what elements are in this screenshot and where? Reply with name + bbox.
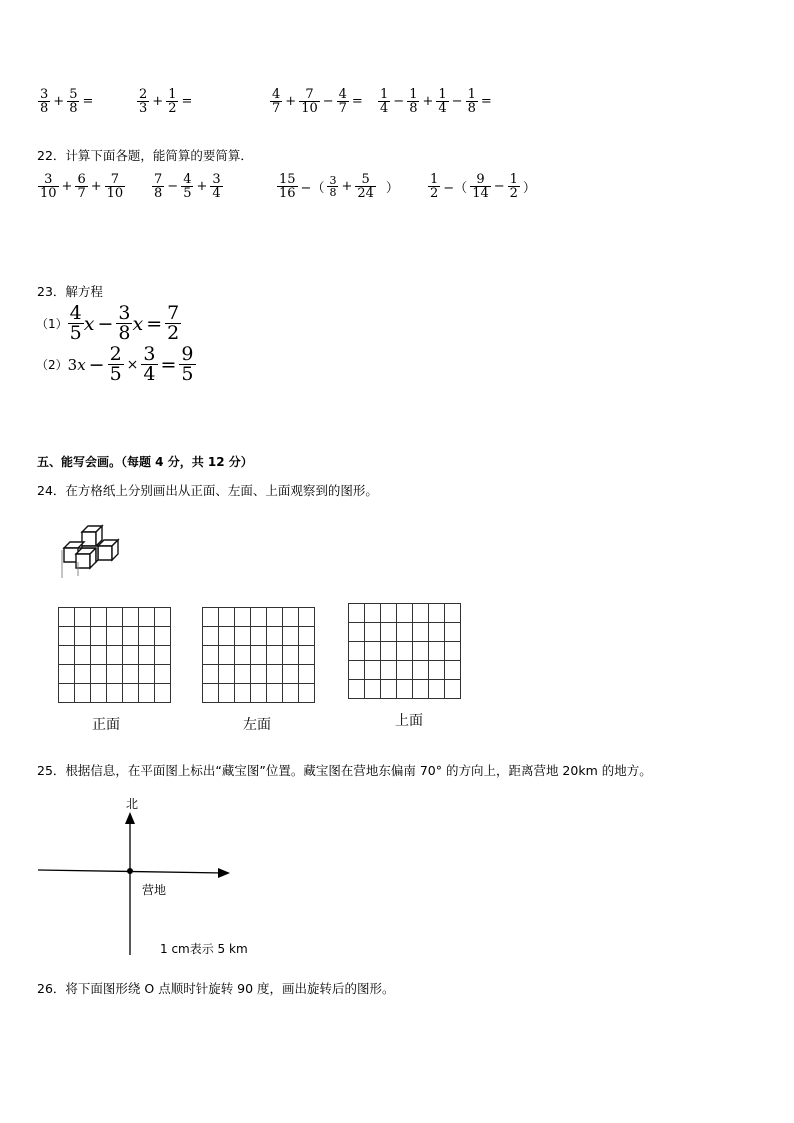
fraction: $\frac{15}{16}$	[279, 172, 296, 201]
fraction: $\frac{1}{2}$	[168, 87, 177, 116]
q22-expr-2: $\frac{7}{8}$ − $\frac{4}{5}$ + $\frac{3}{4}$	[154, 172, 221, 201]
north-label: 北	[126, 797, 139, 811]
fraction: $\frac{1}{4}$	[438, 87, 447, 116]
fraction: $\frac{4}{5}$	[69, 302, 82, 344]
label-top: 上面	[395, 713, 423, 729]
fraction: $\frac{1}{8}$	[467, 87, 476, 116]
top-expr-4: $\frac{1}{4}$ − $\frac{1}{8}$ + $\frac{1}{4}$ − $\frac{1}{8}$ =	[380, 87, 492, 116]
fraction: $\frac{7}{10}$	[106, 172, 124, 201]
section-5-title: 五、能写会画。（每题 4 分，共 12 分）	[37, 455, 253, 469]
fraction: $\frac{2}{3}$	[139, 87, 148, 116]
fraction: $\frac{3}{4}$	[212, 172, 221, 201]
fraction: $\frac{2}{5}$	[109, 343, 122, 385]
top-expr-2: $\frac{2}{3}$ + $\frac{1}{2}$ =	[139, 87, 193, 116]
fraction: $\frac{3}{8}$	[329, 174, 337, 199]
east-arrow-icon	[218, 868, 230, 878]
fraction: $\frac{3}{4}$	[143, 343, 156, 385]
grid-left[interactable]	[202, 607, 315, 703]
camp-label: 营地	[142, 883, 167, 897]
fraction: $\frac{9}{5}$	[181, 343, 194, 385]
fraction: $\frac{1}{2}$	[509, 172, 518, 201]
fraction: $\frac{5}{24}$	[357, 172, 374, 201]
label-left: 左面	[243, 717, 271, 733]
q23-equation-2: （2） 3 x − $\frac{2}{5}$ × $\frac{3}{4}$ = $\frac{9}{5}$	[36, 343, 194, 385]
fraction: $\frac{4}{7}$	[272, 87, 281, 116]
q22-title: 22．计算下面各题，能简算的要简算．	[37, 148, 253, 163]
fraction: $\frac{3}{8}$	[40, 87, 49, 116]
compass-diagram	[36, 810, 236, 960]
q22-expr-3: $\frac{15}{16}$ −（ $\frac{3}{8}$ + $\frac{5}{24}$ ）	[279, 172, 399, 201]
grid-front[interactable]	[58, 607, 171, 703]
label-front: 正面	[92, 717, 120, 733]
fraction: $\frac{1}{8}$	[409, 87, 418, 116]
fraction: $\frac{1}{2}$	[430, 172, 439, 201]
q23-equation-1: （1） $\frac{4}{5}$ x − $\frac{3}{8}$ x = $\frac{7}{2}$	[36, 302, 180, 344]
fraction: $\frac{7}{10}$	[301, 87, 318, 116]
fraction: $\frac{4}{7}$	[338, 87, 347, 116]
fraction: $\frac{5}{8}$	[69, 87, 78, 116]
fraction: $\frac{9}{14}$	[472, 172, 489, 201]
q26-title: 26．将下面图形绕 O 点顺时针旋转 90 度，画出旋转后的图形。	[37, 981, 395, 996]
q22-expr-1: $\frac{3}{10}$ + $\frac{6}{7}$ + $\frac{7}{10}$	[40, 172, 124, 201]
top-expr-1: $\frac{3}{8}$ + $\frac{5}{8}$ =	[40, 87, 94, 116]
fraction: $\frac{3}{10}$	[40, 172, 57, 201]
fraction: $\frac{1}{4}$	[380, 87, 389, 116]
north-arrow-icon	[125, 812, 135, 824]
fraction: $\frac{7}{2}$	[167, 302, 180, 344]
camp-point	[127, 868, 133, 874]
q22-expr-4: $\frac{1}{2}$ −（ $\frac{9}{14}$ − $\frac{1}{2}$ ）	[430, 172, 536, 201]
cube-stack-figure	[58, 520, 128, 582]
fraction: $\frac{7}{8}$	[154, 172, 163, 201]
scale-label: 1 cm表示 5 km	[160, 942, 248, 956]
q24-title: 24．在方格纸上分别画出从正面、左面、上面观察到的图形。	[37, 483, 378, 498]
q23-title: 23．解方程	[37, 284, 103, 299]
q25-title: 25．根据信息，在平面图上标出“藏宝图”位置。藏宝图在营地东偏南 70° 的方向上，距离营地 20km 的地方。	[37, 763, 652, 778]
fraction: $\frac{4}{5}$	[183, 172, 192, 201]
grid-top[interactable]	[348, 603, 461, 699]
top-expr-3: $\frac{4}{7}$ + $\frac{7}{10}$ − $\frac{4}{7}$ =	[272, 87, 363, 116]
fraction: $\frac{3}{8}$	[118, 302, 131, 344]
fraction: $\frac{6}{7}$	[77, 172, 86, 201]
